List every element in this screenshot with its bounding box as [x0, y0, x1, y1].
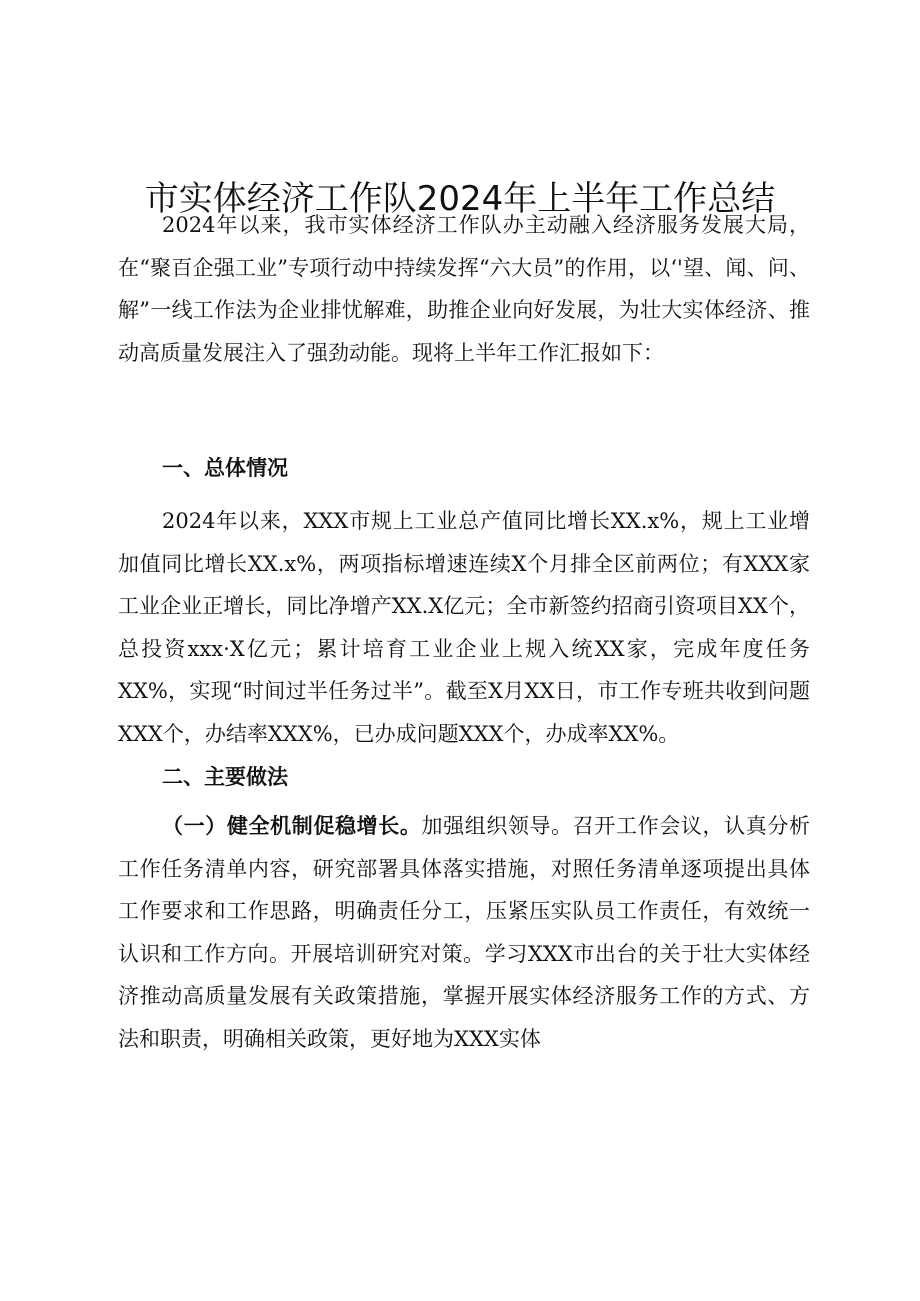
overview-paragraph: 2024年以来，XXX市规上工业总产值同比增长XX.x%，规上工业增加值同比增长XX.x%，两项指标增速连续X个月排全区前两位；有XXX家工业企业正增长，同比净增产XX.X亿元；全市新签约招商引资项目XX个，总投资xxx·X亿元；累计培育工业企业上规入统XX家，完成年度任务XX%，实现“时间过半任务过半”。截至X月XX日，市工作专班共收到问题XXX个，办结率XXX%，已办成问题XXX个，办成率XX%。 [118, 509, 810, 746]
document-title: 市实体经济工作队2024年上半年工作总结 [144, 179, 776, 219]
subsection-heading-mechanism: （一）健全机制促稳增长。 [162, 814, 422, 838]
section-heading-main-practices: 二、主要做法 [162, 765, 288, 789]
practices-paragraph [118, 805, 810, 1060]
subsection-body-mechanism: 加强组织领导。召开工作会议，认真分析工作任务清单内容，研究部署具体落实措施，对照任务清单逐项提出具体工作要求和工作思路，明确责任分工，压紧压实队员工作责任，有效统一认识和工作方向。开展培训研究对策。学习XXX市出台的关于壮大实体经济推动高质量发展有关政策措施，掌握开展实体经济服务工作的方式、方法和职责，明确相关政策，更好地为XXX实体 [118, 814, 811, 1051]
section-heading-overview: 一、总体情况 [162, 456, 288, 480]
intro-paragraph: 2024年以来，我市实体经济工作队办主动融入经济服务发展大局，在“聚百企强工业”专项行动中持续发挥“六大员”的作用，以‘'望、闻、问、解”一线工作法为企业排忧解难，助推企业向好发展，为壮大实体经济、推动高质量发展注入了强劲动能。现将上半年工作汇报如下： [118, 213, 810, 365]
